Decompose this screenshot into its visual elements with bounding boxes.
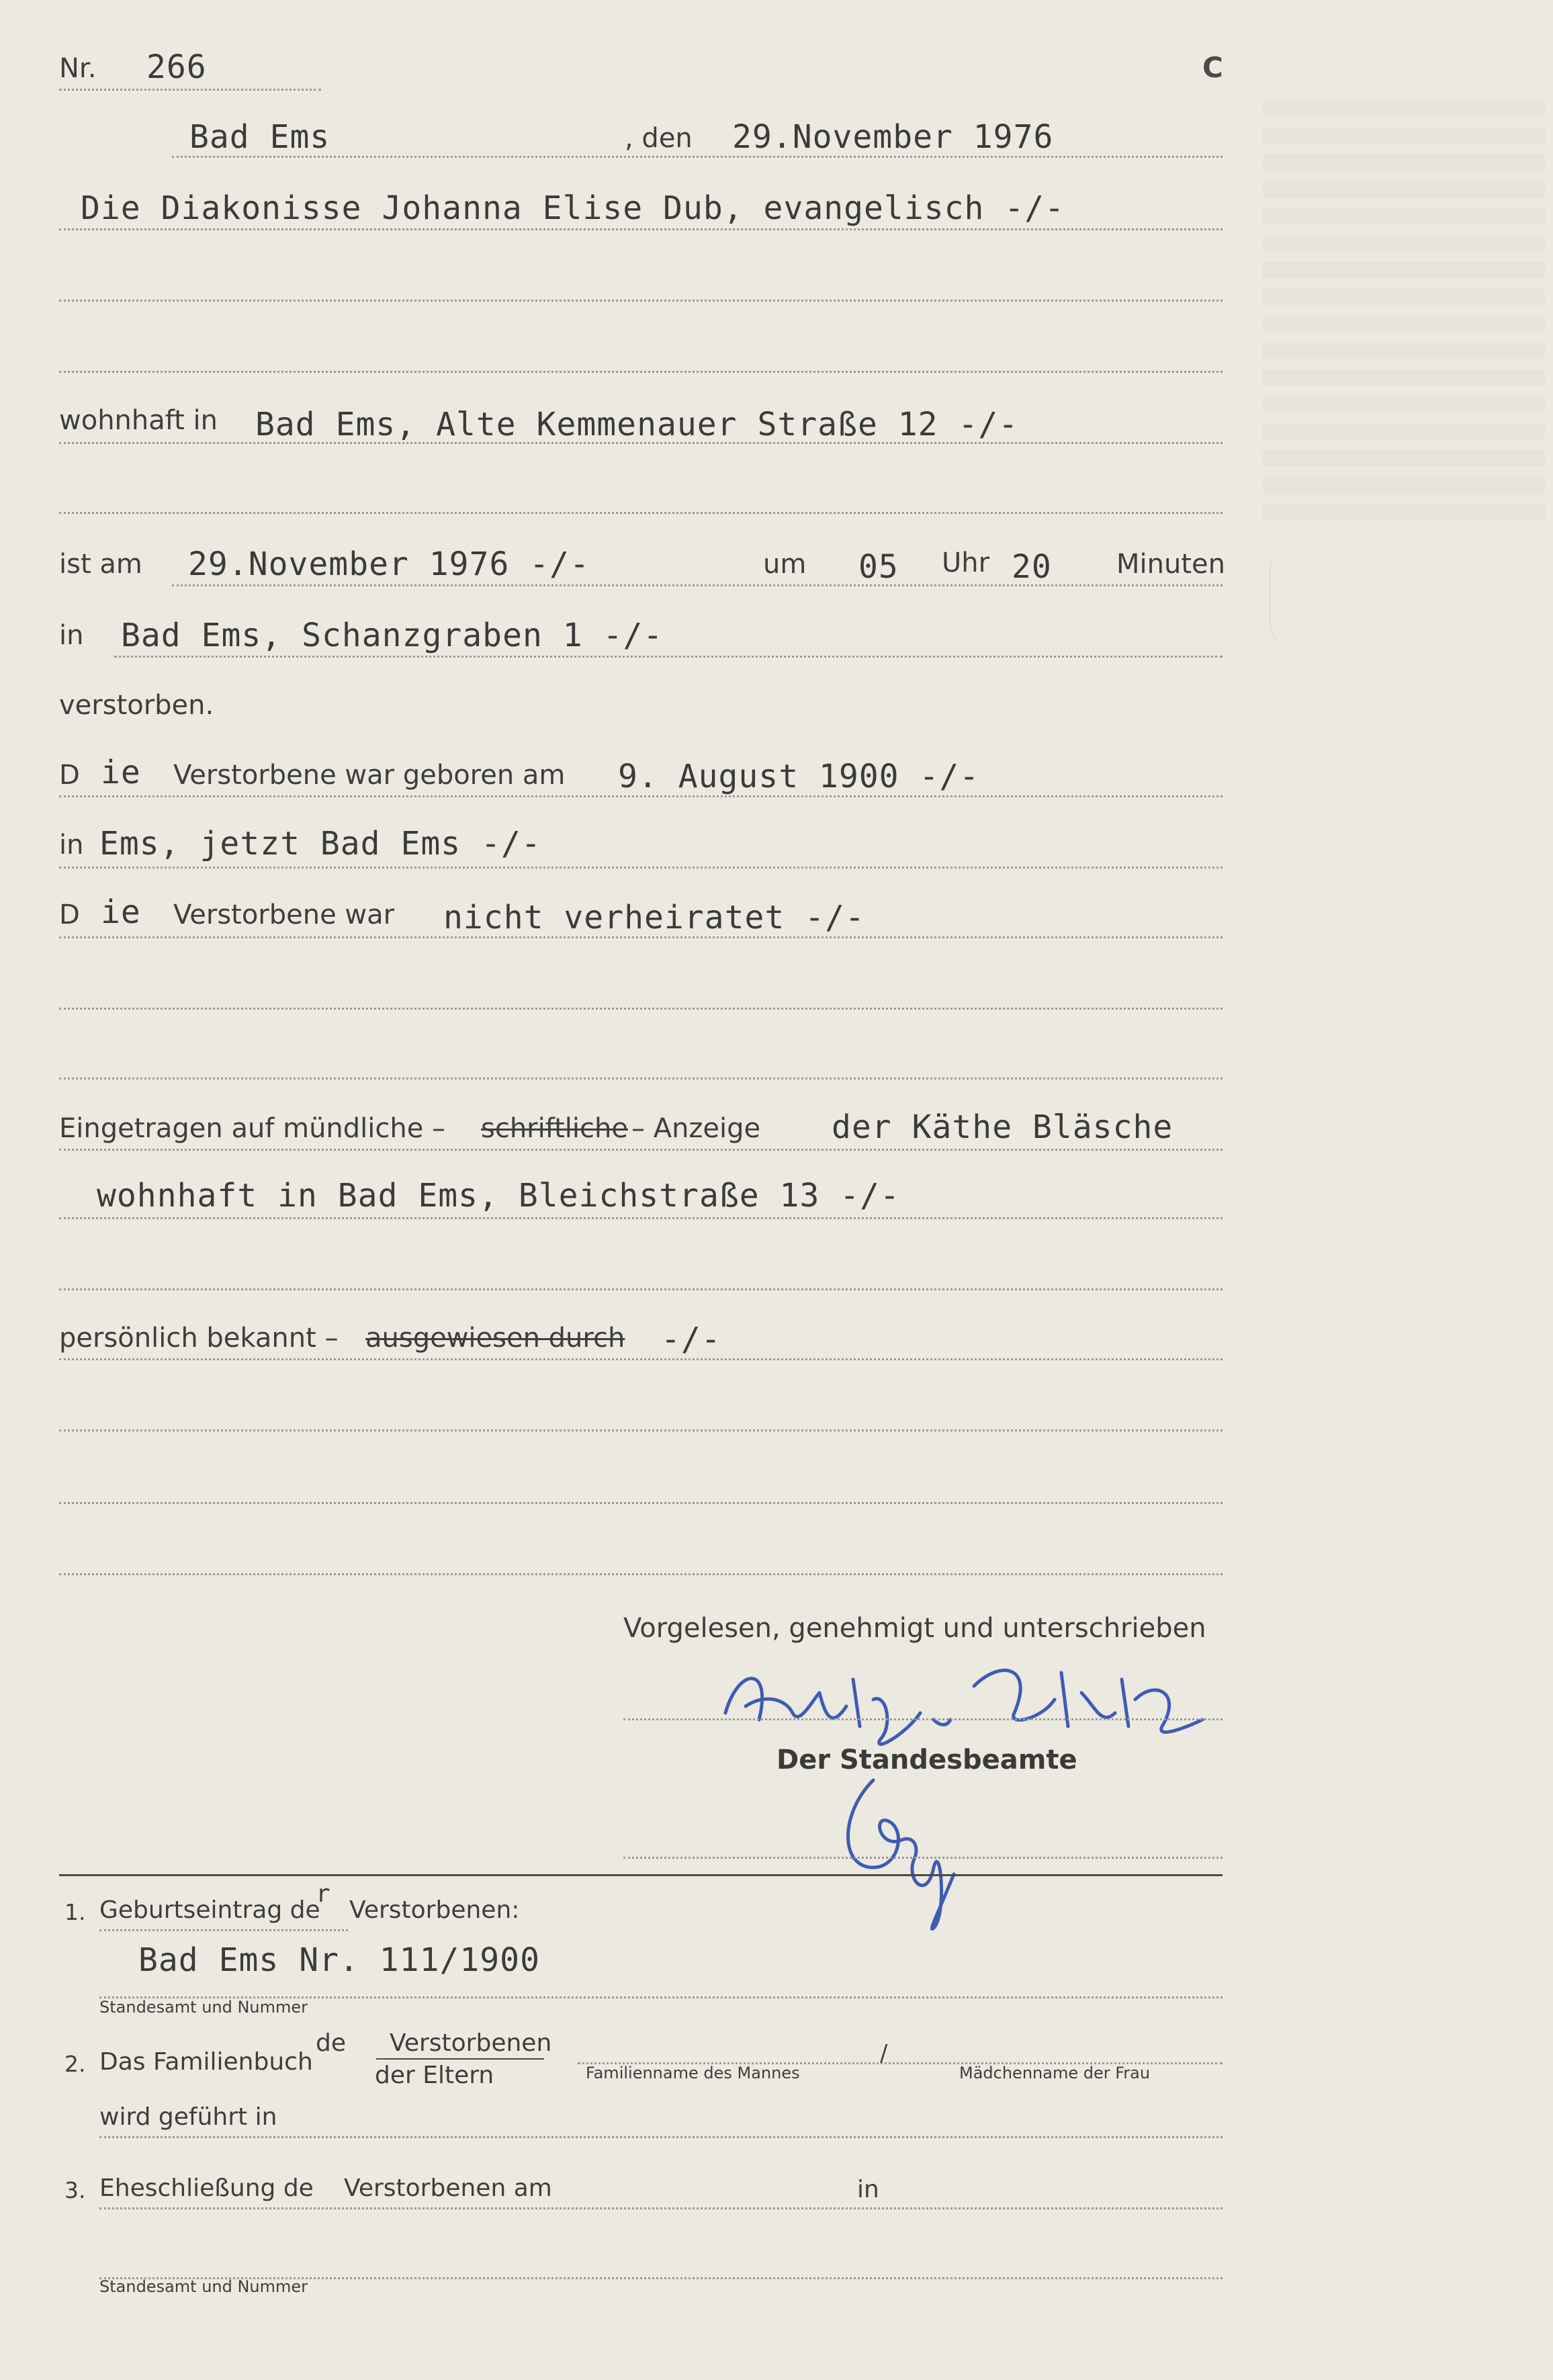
registration-struck: schriftliche	[481, 1113, 628, 1144]
geburt-label: Geburtseintrag de	[99, 1896, 320, 1924]
blank-line-1	[59, 300, 1223, 302]
official-signature-line	[623, 1857, 1223, 1859]
um-label: um	[763, 549, 807, 580]
uhr-label: Uhr	[942, 547, 990, 578]
informant-line	[59, 1149, 1223, 1151]
blank-line-4	[59, 1008, 1223, 1010]
wohnhaft-label: wohnhaft in	[59, 405, 218, 436]
familienname-mann: Familienname des Mannes	[586, 2064, 800, 2082]
ist-am-label: ist am	[59, 549, 142, 580]
verstorben-label: verstorben.	[59, 690, 214, 721]
familienbuch-de: de	[316, 2029, 346, 2057]
blank-line-6	[59, 1288, 1223, 1290]
death-minute: 20	[1012, 548, 1052, 586]
deceased-name: Die Diakonisse Johanna Elise Dub, evangelisch -/-	[81, 189, 1065, 227]
death-date-line	[172, 584, 1223, 586]
birth-place: Ems, jetzt Bad Ems -/-	[99, 825, 541, 863]
closing-text: Vorgelesen, genehmigt und unterschrieben	[623, 1613, 1206, 1644]
den-label: , den	[625, 123, 693, 154]
footnote-2-number: 2.	[64, 2051, 86, 2077]
informant-signature-line	[623, 1718, 1223, 1720]
official-title: Der Standesbeamte	[777, 1745, 1077, 1775]
nr-line	[59, 89, 321, 91]
blank-line-2	[59, 371, 1223, 373]
informant-address-line	[59, 1217, 1223, 1219]
gefuehrt-label: wird geführt in	[99, 2103, 277, 2131]
death-place: Bad Ems, Schanzgraben 1 -/-	[121, 617, 664, 654]
birth-label: Verstorbene war geboren am	[173, 760, 566, 791]
bekannt-line	[59, 1358, 1223, 1360]
birth-date: 9. August 1900 -/-	[618, 758, 980, 795]
birth-in-label: in	[59, 830, 84, 861]
minuten-label: Minuten	[1116, 549, 1225, 580]
footnote-separator	[59, 1874, 1223, 1876]
marital-prefix-ie: ie	[101, 893, 141, 931]
familienbuch-fraction-line	[376, 2058, 544, 2060]
nr-label: Nr.	[59, 53, 97, 84]
marital-line	[59, 936, 1223, 938]
geburt-label-end: Verstorbenen:	[349, 1896, 520, 1924]
familienbuch-der-eltern: der Eltern	[375, 2062, 494, 2089]
official-signature	[833, 1767, 994, 1935]
standesamt-nummer-2: Standesamt und Nummer	[99, 2277, 308, 2296]
show-through-mark	[1270, 551, 1318, 645]
footnote-3-number: 3.	[64, 2177, 86, 2203]
blank-line-9	[59, 1573, 1223, 1575]
informant-signature	[719, 1652, 1216, 1753]
death-in-label: in	[59, 620, 84, 651]
place-line	[172, 156, 1223, 158]
birth-place-line	[59, 867, 1223, 869]
bekannt-struck: ausgewiesen durch	[365, 1323, 625, 1354]
familienbuch-verstorbenen: Verstorbenen	[390, 2029, 552, 2057]
ehe-verstorbenen: Verstorbenen am	[344, 2174, 552, 2202]
gefuehrt-line	[99, 2136, 1223, 2138]
place-value: Bad Ems	[189, 118, 330, 156]
register-letter: C	[1202, 51, 1223, 84]
marital-label: Verstorbene war	[173, 899, 395, 930]
death-place-line	[114, 656, 1223, 658]
footnote-1-number: 1.	[64, 1899, 86, 1925]
ehe-label: Eheschließung de	[99, 2174, 314, 2202]
birth-prefix-ie: ie	[101, 754, 141, 791]
address-value: Bad Ems, Alte Kemmenauer Straße 12 -/-	[255, 406, 1019, 443]
entry-date: 29.November 1976	[732, 118, 1054, 156]
show-through-text	[1263, 101, 1545, 531]
familienbuch-slash: /	[880, 2040, 888, 2067]
standesamt-nummer-1: Standesamt und Nummer	[99, 1998, 308, 2017]
registration-label-end: – Anzeige	[631, 1113, 761, 1144]
geburt-value: Bad Ems Nr. 111/1900	[138, 1941, 540, 1979]
registration-label: Eingetragen auf mündliche –	[59, 1113, 446, 1144]
address-line	[59, 442, 1223, 444]
bekannt-label: persönlich bekannt –	[59, 1323, 339, 1354]
blank-line-5	[59, 1077, 1223, 1079]
blank-line-7	[59, 1429, 1223, 1431]
blank-line-8	[59, 1502, 1223, 1504]
nr-value: 266	[146, 48, 207, 86]
geburt-sup: r	[316, 1880, 331, 1908]
marital-prefix-d: D	[59, 899, 80, 930]
familienbuch-label: Das Familienbuch	[99, 2048, 313, 2076]
marital-status: nicht verheiratet -/-	[443, 899, 865, 936]
birth-date-line	[59, 795, 1223, 797]
ehe-in: in	[857, 2176, 879, 2203]
name-line	[59, 228, 1223, 230]
ehe-line	[99, 2207, 1223, 2209]
blank-line-3	[59, 512, 1223, 514]
geburt-label-line	[99, 1929, 348, 1931]
maedchenname-frau: Mädchenname der Frau	[959, 2064, 1151, 2082]
informant-address: wohnhaft in Bad Ems, Bleichstraße 13 -/-	[97, 1177, 900, 1215]
bekannt-value: -/-	[661, 1321, 721, 1358]
birth-prefix-d: D	[59, 760, 80, 791]
death-hour: 05	[858, 548, 899, 586]
death-date: 29.November 1976 -/-	[188, 545, 590, 583]
informant-name: der Käthe Bläsche	[832, 1108, 1173, 1146]
